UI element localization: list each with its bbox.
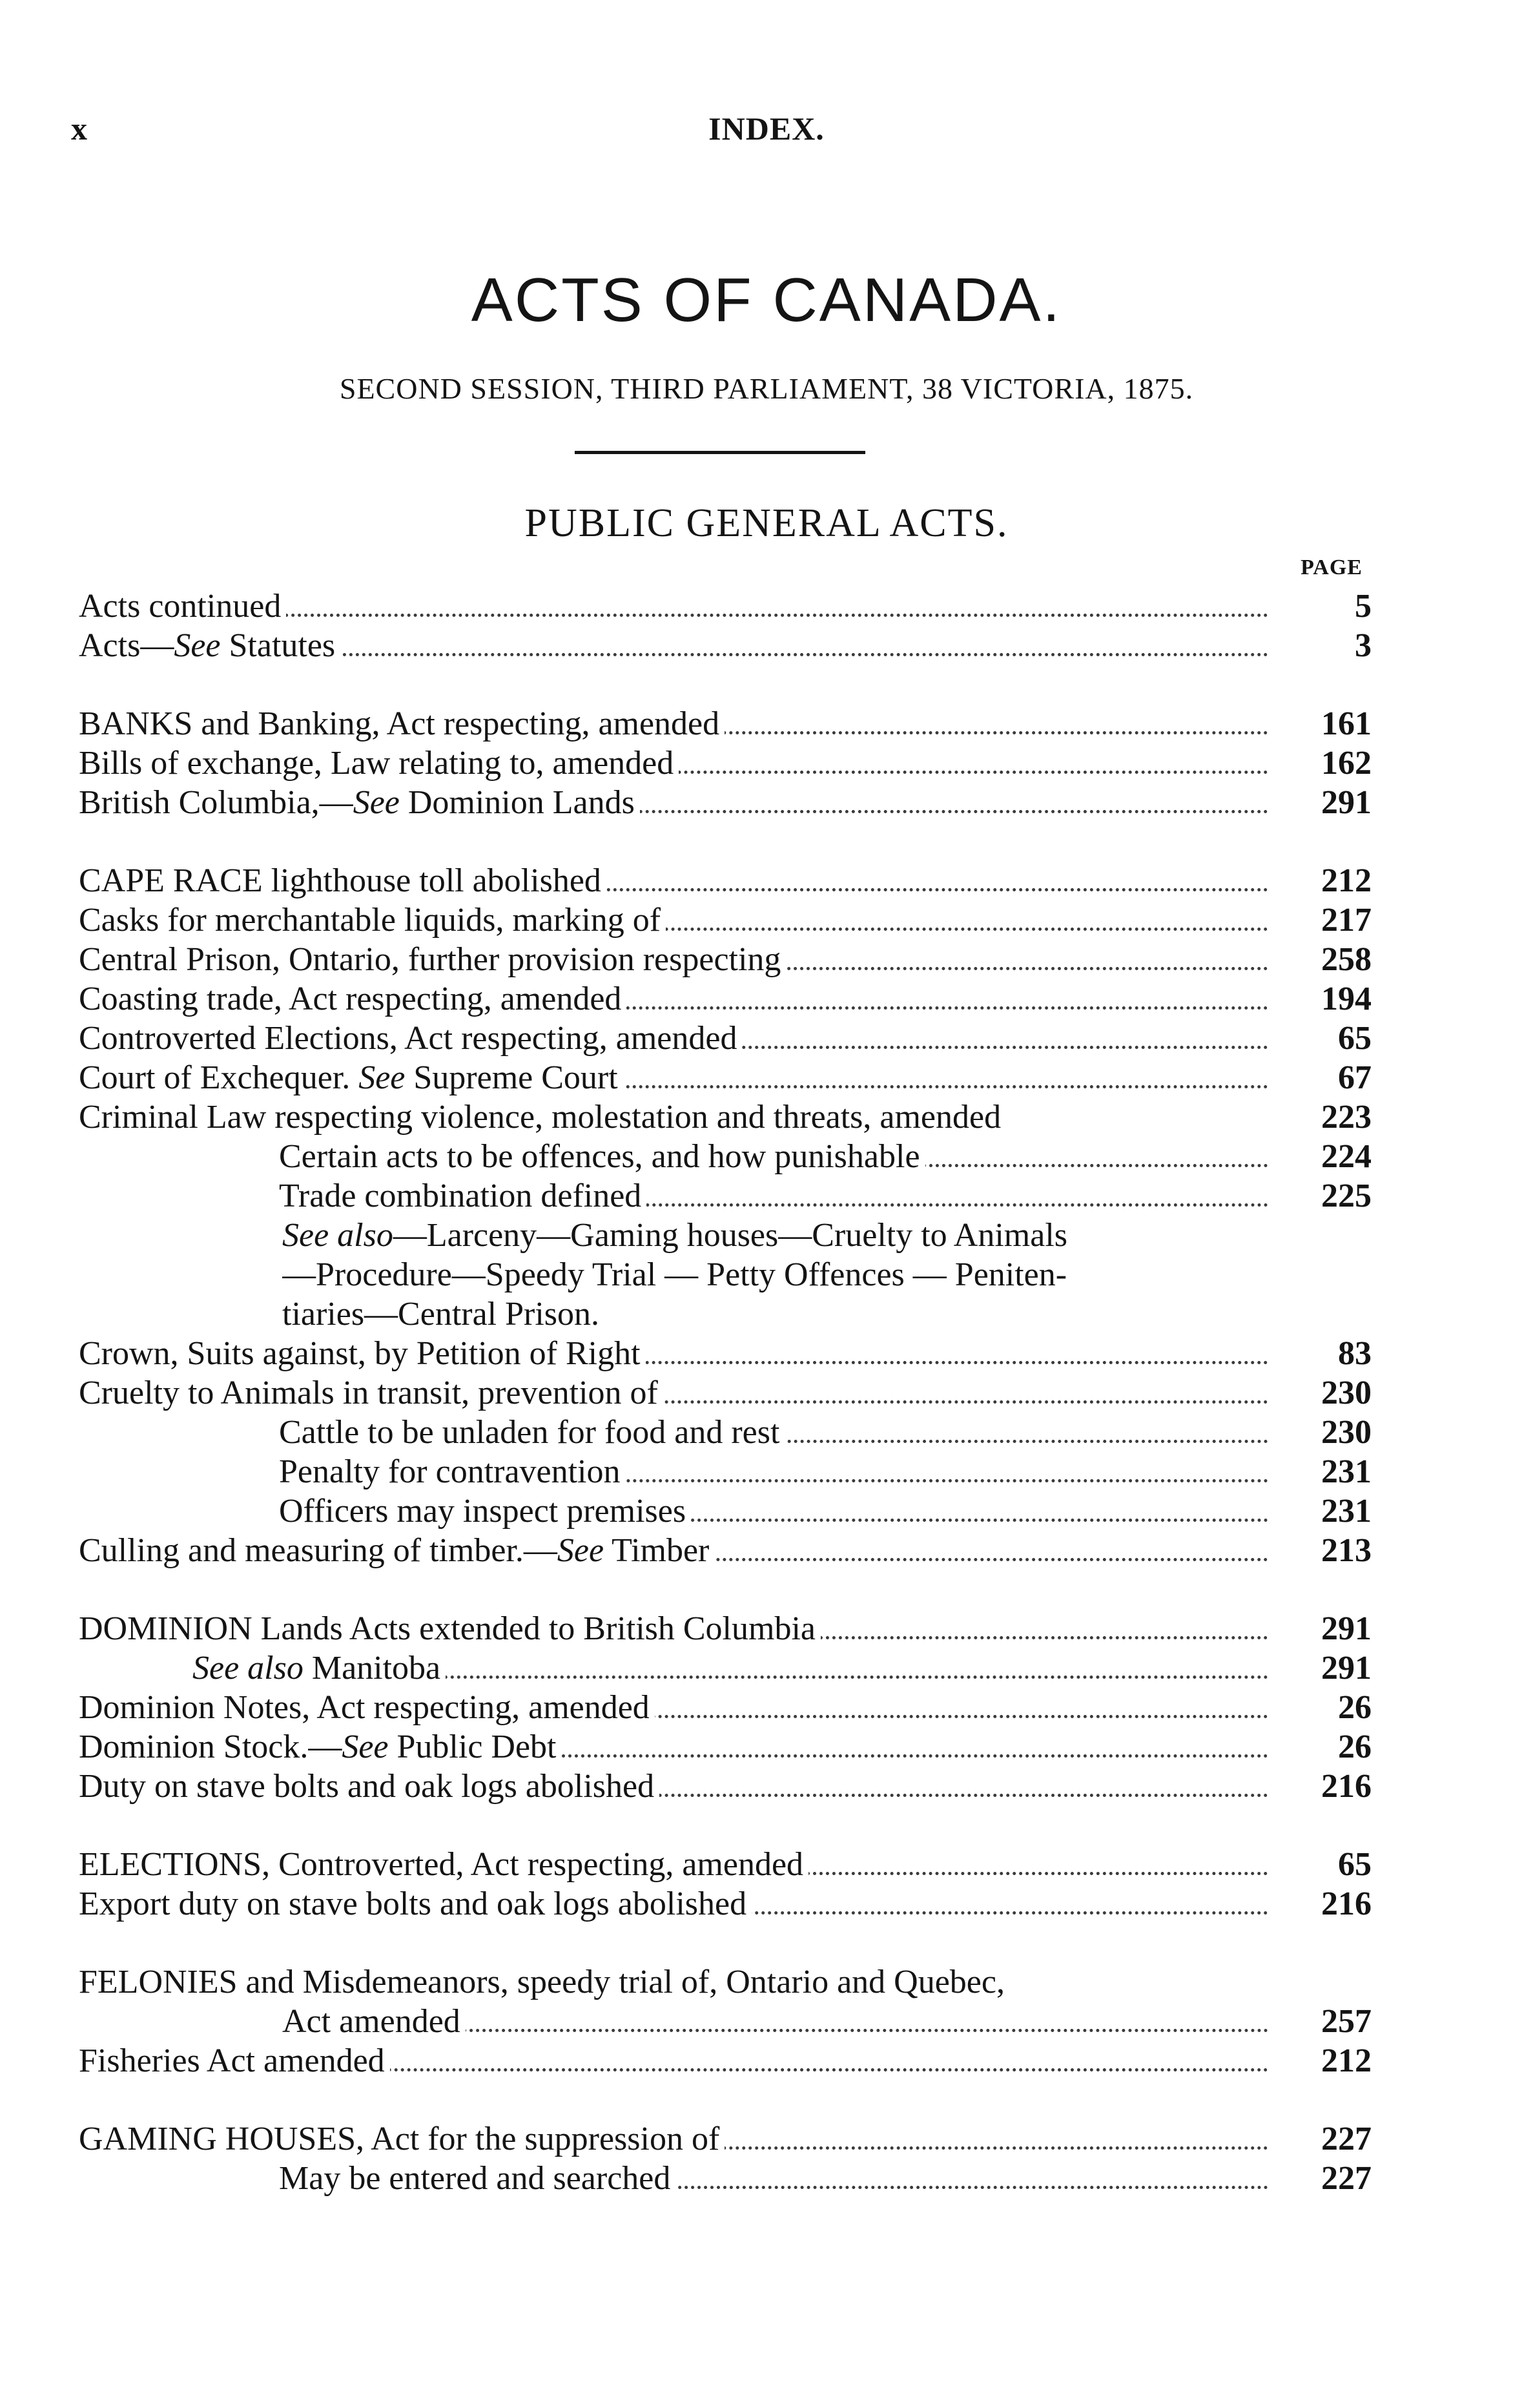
index-entry: [79, 2159, 1372, 2198]
index-entry: [79, 1531, 1372, 1570]
entry-page-number: 83: [1338, 1335, 1372, 1372]
entry-text-pre: Culling and measuring of timber.—: [79, 1532, 557, 1569]
index-entry: [79, 940, 1372, 979]
entry-label: [79, 1019, 1268, 1058]
entry-text-pre: May be entered and searched: [279, 2160, 671, 2197]
entry-label: [79, 940, 1268, 979]
entry-text-pre: Trade combination defined: [279, 1178, 642, 1214]
index-entry: [79, 1255, 1372, 1294]
entry-text-pre: tiaries—Central Prison.: [282, 1296, 600, 1333]
section-title: PUBLIC GENERAL ACTS.: [524, 501, 1009, 545]
entry-text-pre: Central Prison, Ontario, further provision respecting: [79, 941, 781, 978]
entry-label: [79, 861, 1268, 900]
entry-group: [0, 1609, 1533, 1806]
entry-text: [279, 2160, 675, 2197]
entry-page-number: 26: [1338, 1728, 1372, 1765]
index-entry: [79, 979, 1372, 1019]
entry-text: [79, 588, 286, 625]
index-entry: [79, 2041, 1372, 2081]
index-entry: [79, 1058, 1372, 1097]
index-entry: [79, 1727, 1372, 1767]
entry-label: [79, 2119, 1268, 2159]
entry-page-number: 216: [1321, 1885, 1372, 1922]
entry-text-italic: See: [174, 627, 221, 664]
entry-group: [0, 704, 1533, 822]
index-entry: [79, 1294, 1372, 1334]
entry-label: [79, 1845, 1268, 1884]
entry-page-number: 213: [1321, 1532, 1372, 1569]
entry-text-pre: BANKS and Banking, Act respecting, amended: [79, 705, 720, 742]
entry-text-pre: Casks for merchantable liquids, marking of: [79, 902, 661, 939]
running-head: [71, 110, 1462, 155]
entry-page-number: 230: [1321, 1375, 1372, 1411]
entry-label: [279, 1176, 1268, 1216]
entry-text-pre: DOMINION Lands Acts extended to British Columbia: [79, 1610, 816, 1647]
entry-text: [79, 1885, 752, 1922]
entry-text: [279, 1138, 925, 1175]
entry-text-italic: See: [557, 1532, 604, 1569]
entry-page-number: 5: [1355, 588, 1372, 625]
entry-label: [79, 1609, 1268, 1648]
entry-text-pre: Duty on stave bolts and oak logs abolished: [79, 1768, 655, 1805]
entry-text-pre: ELECTIONS, Controverted, Act respecting, amended: [79, 1846, 804, 1883]
running-title: INDEX.: [708, 110, 825, 147]
entry-label: [79, 743, 1268, 783]
session-subtitle: SECOND SESSION, THIRD PARLIAMENT, 38 VICTORIA, 1875.: [339, 372, 1194, 405]
entry-text-pre: Officers may inspect premises: [279, 1493, 686, 1530]
entry-page-number: 212: [1321, 2042, 1372, 2079]
entry-page-number: 257: [1321, 2003, 1372, 2040]
index-entry: [79, 2119, 1372, 2159]
entry-text-pre: Fisheries Act amended: [79, 2042, 385, 2079]
entry-page-number: 3: [1355, 627, 1372, 664]
entry-text-post: Timber: [604, 1532, 710, 1569]
index-entry: [79, 1609, 1372, 1648]
entry-group: [0, 586, 1533, 665]
entry-label: [279, 1452, 1268, 1491]
entry-page-number: 224: [1321, 1138, 1372, 1175]
entry-text: [79, 1020, 742, 1057]
entry-text: [79, 784, 640, 821]
entry-text: [79, 2042, 390, 2079]
entry-page-number: 291: [1321, 1650, 1372, 1687]
entry-group: [0, 1845, 1533, 1924]
entry-group: [0, 1962, 1533, 2081]
entry-group: [0, 861, 1533, 1570]
entry-text-post: Statutes: [220, 627, 336, 664]
entry-text: [282, 2003, 466, 2040]
index-entry: [79, 1413, 1372, 1452]
entry-text: [79, 1532, 714, 1569]
index-entry: [79, 2002, 1372, 2041]
entry-text: [282, 1217, 1073, 1254]
entry-text: [79, 1610, 821, 1647]
page-folio: x: [71, 110, 87, 147]
index-entry: [79, 1216, 1372, 1255]
page-title: ACTS OF CANADA.: [471, 265, 1062, 335]
entry-text: [279, 1414, 785, 1451]
entry-text: [79, 1846, 808, 1883]
entry-label: [279, 1413, 1268, 1452]
entry-page-number: 67: [1338, 1059, 1372, 1096]
entry-text-pre: Coasting trade, Act respecting, amended: [79, 981, 622, 1017]
entry-text: [79, 745, 679, 782]
entry-text: [79, 981, 626, 1017]
entry-page-number: 162: [1321, 745, 1372, 782]
index-entry: [79, 1688, 1372, 1727]
entry-page-number: 231: [1321, 1493, 1372, 1530]
index-entries: [0, 586, 1533, 2237]
entry-text-pre: FELONIES and Misdemeanors, speedy trial of, Ontario and Quebec,: [79, 1964, 1005, 2000]
entry-text: [79, 1059, 623, 1096]
entry-page-number: 65: [1338, 1020, 1372, 1057]
entry-text: [79, 902, 666, 939]
entry-text-post: Supreme Court: [405, 1059, 618, 1096]
index-entry: [79, 1019, 1372, 1058]
index-entry: [79, 704, 1372, 743]
entry-label: [79, 1058, 1268, 1097]
entry-text-italic: See: [342, 1728, 389, 1765]
index-entry: [79, 1452, 1372, 1491]
entry-text-pre: Crown, Suits against, by Petition of Right: [79, 1335, 641, 1372]
entry-page-number: 230: [1321, 1414, 1372, 1451]
entry-text: [79, 941, 786, 978]
index-entry: [79, 1097, 1372, 1137]
index-entry: [79, 1962, 1372, 2002]
divider-rule: [575, 451, 865, 454]
entry-text: [79, 2121, 725, 2157]
entry-text-pre: Cruelty to Animals in transit, prevention of: [79, 1375, 658, 1411]
entry-label: [282, 1216, 1268, 1255]
entry-text-pre: Export duty on stave bolts and oak logs abolished: [79, 1885, 747, 1922]
entry-text: [282, 1256, 1072, 1293]
entry-text: [79, 1964, 1010, 2000]
entry-page-number: 291: [1321, 1610, 1372, 1647]
index-entry: [79, 1373, 1372, 1413]
entry-page-number: 217: [1321, 902, 1372, 939]
index-entry: [79, 743, 1372, 783]
entry-text-pre: —Procedure—Speedy Trial — Petty Offences — Peniten-: [282, 1256, 1067, 1293]
entry-label: [79, 900, 1268, 940]
entry-label: [79, 1767, 1268, 1806]
entry-text-pre: Acts—: [79, 627, 174, 664]
index-entry: [79, 1137, 1372, 1176]
index-entry: [79, 1334, 1372, 1373]
page-column-label: PAGE: [1301, 555, 1363, 579]
entry-label: [79, 1373, 1268, 1413]
index-entry: [79, 861, 1372, 900]
entry-text-pre: Acts continued: [79, 588, 282, 625]
index-entry: [79, 1648, 1372, 1688]
entry-text: [79, 1335, 646, 1372]
index-entry: [79, 900, 1372, 940]
entry-page-number: 225: [1321, 1178, 1372, 1214]
entry-text: [79, 1099, 1006, 1136]
entry-label: [79, 586, 1268, 626]
entry-page-number: 227: [1321, 2160, 1372, 2197]
entry-label: [279, 1491, 1268, 1531]
index-entry: [79, 1491, 1372, 1531]
entry-label: [282, 1294, 1268, 1334]
entry-page-number: 161: [1321, 705, 1372, 742]
index-entry: [79, 586, 1372, 626]
entry-text: [279, 1453, 626, 1490]
entry-text: [279, 1493, 691, 1530]
index-entry: [79, 783, 1372, 822]
entry-text-pre: Dominion Notes, Act respecting, amended: [79, 1689, 650, 1726]
entry-label: [79, 2041, 1268, 2081]
entry-text-pre: GAMING HOUSES, Act for the suppression of: [79, 2121, 720, 2157]
entry-text-pre: Court of Exchequer.: [79, 1059, 359, 1096]
entry-page-number: 212: [1321, 862, 1372, 899]
entry-page-number: 291: [1321, 784, 1372, 821]
entry-text-italic: See also: [192, 1650, 304, 1687]
entry-text-pre: Cattle to be unladen for food and rest: [279, 1414, 780, 1451]
entry-page-number: 231: [1321, 1453, 1372, 1490]
entry-text: [79, 1728, 562, 1765]
entry-label: [282, 2002, 1268, 2041]
entry-text-post: —Larceny—Gaming houses—Cruelty to Animals: [393, 1217, 1068, 1254]
entry-label: [79, 704, 1268, 743]
entry-text-pre: Certain acts to be offences, and how punishable: [279, 1138, 920, 1175]
index-entry: [79, 1845, 1372, 1884]
entry-label: [79, 1962, 1268, 2002]
entry-text: [79, 627, 340, 664]
entry-text: [79, 1689, 655, 1726]
entry-text-post: Public Debt: [388, 1728, 557, 1765]
entry-text-pre: Dominion Stock.—: [79, 1728, 342, 1765]
index-entry: [79, 626, 1372, 665]
entry-label: [79, 979, 1268, 1019]
entry-text: [79, 862, 606, 899]
entry-page-number: 227: [1321, 2121, 1372, 2157]
index-entry: [79, 1884, 1372, 1924]
entry-text-pre: Bills of exchange, Law relating to, amended: [79, 745, 674, 782]
entry-label: [282, 1255, 1268, 1294]
entry-label: [192, 1648, 1268, 1688]
entry-label: [79, 1884, 1268, 1924]
entry-page-number: 258: [1321, 941, 1372, 978]
entry-page-number: 65: [1338, 1846, 1372, 1883]
entry-text: [192, 1650, 446, 1687]
entry-text-pre: Criminal Law respecting violence, molestation and threats, amended: [79, 1099, 1002, 1136]
entry-text-post: Dominion Lands: [399, 784, 635, 821]
entry-label: [79, 626, 1268, 665]
entry-label: [79, 1688, 1268, 1727]
entry-label: [79, 783, 1268, 822]
entry-text-pre: British Columbia,—: [79, 784, 353, 821]
entry-text: [79, 705, 725, 742]
entry-text-italic: See: [358, 1059, 406, 1096]
entry-text-pre: Penalty for contravention: [279, 1453, 621, 1490]
entry-label: [79, 1334, 1268, 1373]
entry-label: [279, 1137, 1268, 1176]
entry-text-pre: Controverted Elections, Act respecting, amended: [79, 1020, 737, 1057]
entry-page-number: 26: [1338, 1689, 1372, 1726]
entry-text: [279, 1178, 646, 1214]
entry-text-pre: CAPE RACE lighthouse toll abolished: [79, 862, 601, 899]
entry-label: [79, 1727, 1268, 1767]
entry-text: [79, 1768, 659, 1805]
entry-text-italic: See: [353, 784, 400, 821]
entry-page-number: 194: [1321, 981, 1372, 1017]
entry-group: [0, 2119, 1533, 2198]
entry-page-number: 223: [1321, 1099, 1372, 1136]
entry-text: [79, 1375, 663, 1411]
index-entry: [79, 1767, 1372, 1806]
entry-label: [79, 1531, 1268, 1570]
entry-text-italic: See also: [282, 1217, 393, 1254]
entry-text-pre: Act amended: [282, 2003, 460, 2040]
index-entry: [79, 1176, 1372, 1216]
entry-text-post: Manitoba: [303, 1650, 441, 1687]
entry-label: [79, 1097, 1268, 1137]
entry-text: [282, 1296, 604, 1333]
entry-page-number: 216: [1321, 1768, 1372, 1805]
entry-label: [279, 2159, 1268, 2198]
